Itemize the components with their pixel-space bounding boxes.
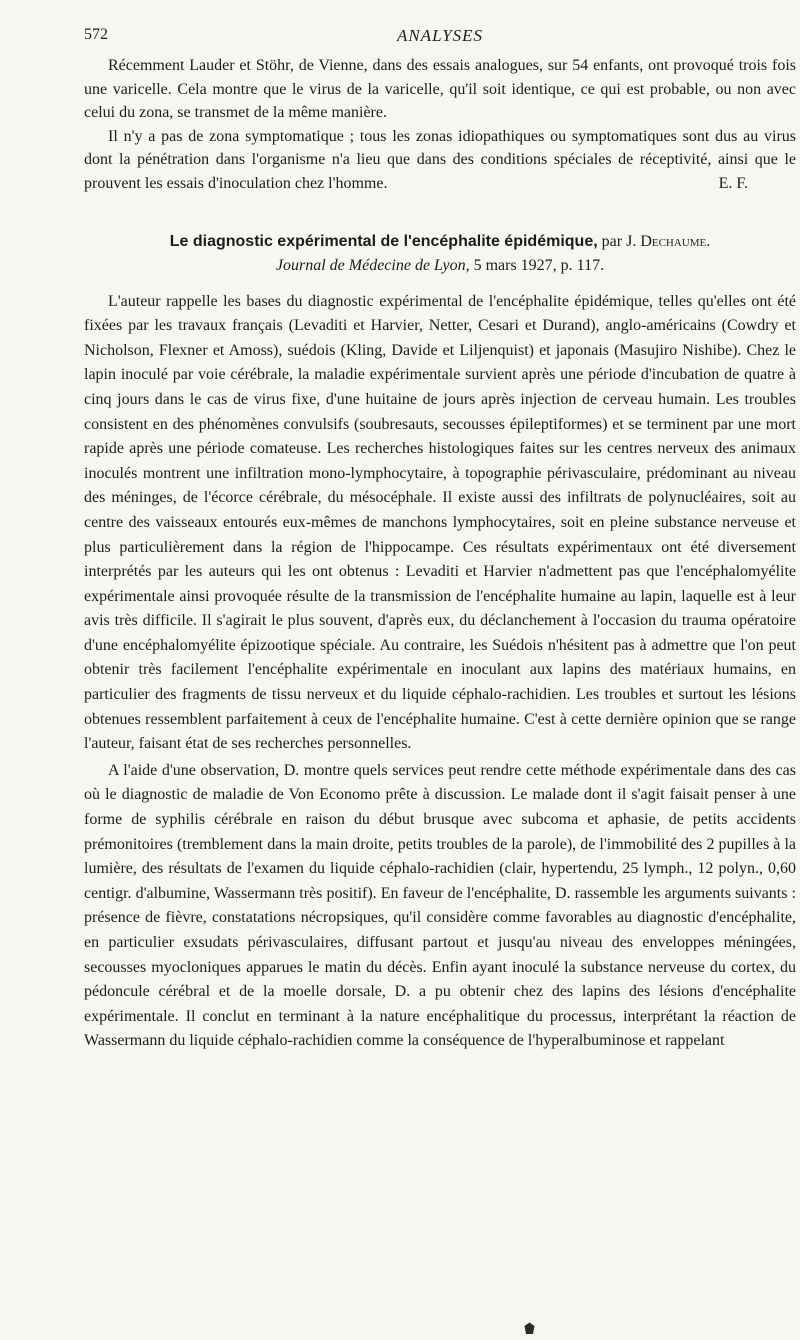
previous-paragraph-1: Récemment Lauder et Stöhr, de Vienne, dans des essais analogues, sur 54 enfants, ont provoqué trois fois une varicelle. Cela montre que le virus de la varicelle, qu'il soit identique, ce qui est probable, ou non avec celui du zona, se transmet de la même manière.: [84, 57, 796, 122]
article-title: Le diagnostic expérimental de l'encéphalite épidémique,: [169, 232, 598, 250]
page-number: 572: [84, 26, 108, 43]
article-source: [84, 254, 796, 278]
page: [84, 24, 796, 1054]
article-paragraph-1: L'auteur rappelle les bases du diagnostic expérimental de l'encéphalite épidémique, telles qu'elles ont été fixées par les travaux français (Levaditi et Harvier, Netter, Cesari et Durand), anglo-américains (Cowdry et Nicholson, Flexner et Amoss), suédois (Kling, Davide et Liljenquist) et japonais (Masujiro Nishibe). Chez le lapin inoculé par voie cérébrale, la maladie expérimentale survient après une période d'incubation de quatre à cinq jours dans le cas de virus fixe, d'une huitaine de jours après injection de cerveau humain. Les troubles consistent en des phénomènes convulsifs (soubresauts, secousses épileptiformes) et se terminent par une mort rapide après une période comateuse. Les recherches histologiques faites sur les centres nerveux des animaux inoculés montrent une infiltration mono-lymphocytaire, à topographie périvasculaire, prédominant au niveau des méninges, de l'écorce cérébrale, du mésocéphale. Il existe aussi des infiltrats de polynucléaires, soit au centre des vaisseaux entourés eux-mêmes de manchons lymphocytaires, soit en pleine substance nerveuse et plus particulièrement dans la région de l'hippocampe. Ces résultats expérimentaux ont été diversement interprétés par les auteurs qui les ont obtenus : Levaditi et Harvier n'admettent pas que l'encéphalomyélite expérimentale ainsi provoquée résulte de la transmission de l'encéphalite humaine au lapin, laquelle est à leur avis très difficile. Il s'agirait le plus souvent, d'après eux, du déclanchement à l'occasion du trauma opératoire d'une encéphalomyélite épizootique spéciale. Au contraire, les Suédois n'hésitent pas à admettre que l'on peut obtenir très facilement l'encéphalite expérimentale en inoculant aux lapins des matériaux humains, en particulier des fragments de tissu nerveux et du liquide céphalo-rachidien. Les troubles et surtout les lésions obtenues ressemblent parfaitement à ceux de l'encéphalite humaine. C'est à cette dernière opinion que se range l'auteur, faisant état de ses recherches personnelles.: [84, 292, 796, 753]
article-body: [84, 290, 796, 1054]
article-heading: [84, 230, 796, 254]
journal-name: Journal de Médecine de Lyon,: [275, 256, 470, 274]
journal-citation: 5 mars 1927, p. 117.: [469, 256, 605, 274]
article-paragraph-2: A l'aide d'une observation, D. montre quels services peut rendre cette méthode expérimentale dans des cas où le diagnostic de maladie de Von Economo prête à discussion. Le malade dont il s'agit faisait penser à une forme de syphilis cérébrale en raison du début brusque avec subcoma et aphasie, de petits accidents prémonitoires (tremblement dans la main droite, petits troubles de la parole), de l'immobilité des 2 pupilles à la lumière, des résultats de l'examen du liquide céphalo-rachidien (clair, hypertendu, 25 lymph., 12 polyn., 0,60 centigr. d'albumine, Wassermann très positif). En faveur de l'encéphalite, D. rassemble les arguments suivants : présence de fièvre, constatations nécropsiques, qu'il considère comme favorables au diagnostic d'encéphalite, en particulier exsudats périvasculaires, diffusant partout et jusqu'au niveau des enveloppes méningées, secousses myocloniques apparues le matin du décès. Enfin ayant inoculé la substance nerveuse du cortex, du pédoncule cérébral et de la moelle dorsale, D. a pu obtenir chez des lapins des lésions d'encéphalite expérimentale. Il conclut en terminant à la nature encéphalitique du processus, interprétant la réaction de Wassermann du liquide céphalo-rachidien comme la conséquence de l'hyperalbuminose et rappelant: [84, 761, 796, 1050]
article-author: Dechaume.: [640, 232, 711, 250]
previous-signature: E. F.: [718, 174, 748, 192]
previous-paragraph-2: Il n'y a pas de zona symptomatique ; tous les zonas idiopathiques ou symptomatiques sont dus au virus dont la pénétration dans l'organisme n'a lieu que dans des conditions spéciales de réceptivité, ainsi que le prouvent les essais d'inoculation chez l'homme.: [84, 127, 796, 192]
printer-ornament-icon: [523, 1322, 536, 1335]
article-by: par J.: [597, 232, 641, 250]
running-title: ANALYSES: [396, 26, 484, 45]
page-header: [84, 24, 796, 54]
